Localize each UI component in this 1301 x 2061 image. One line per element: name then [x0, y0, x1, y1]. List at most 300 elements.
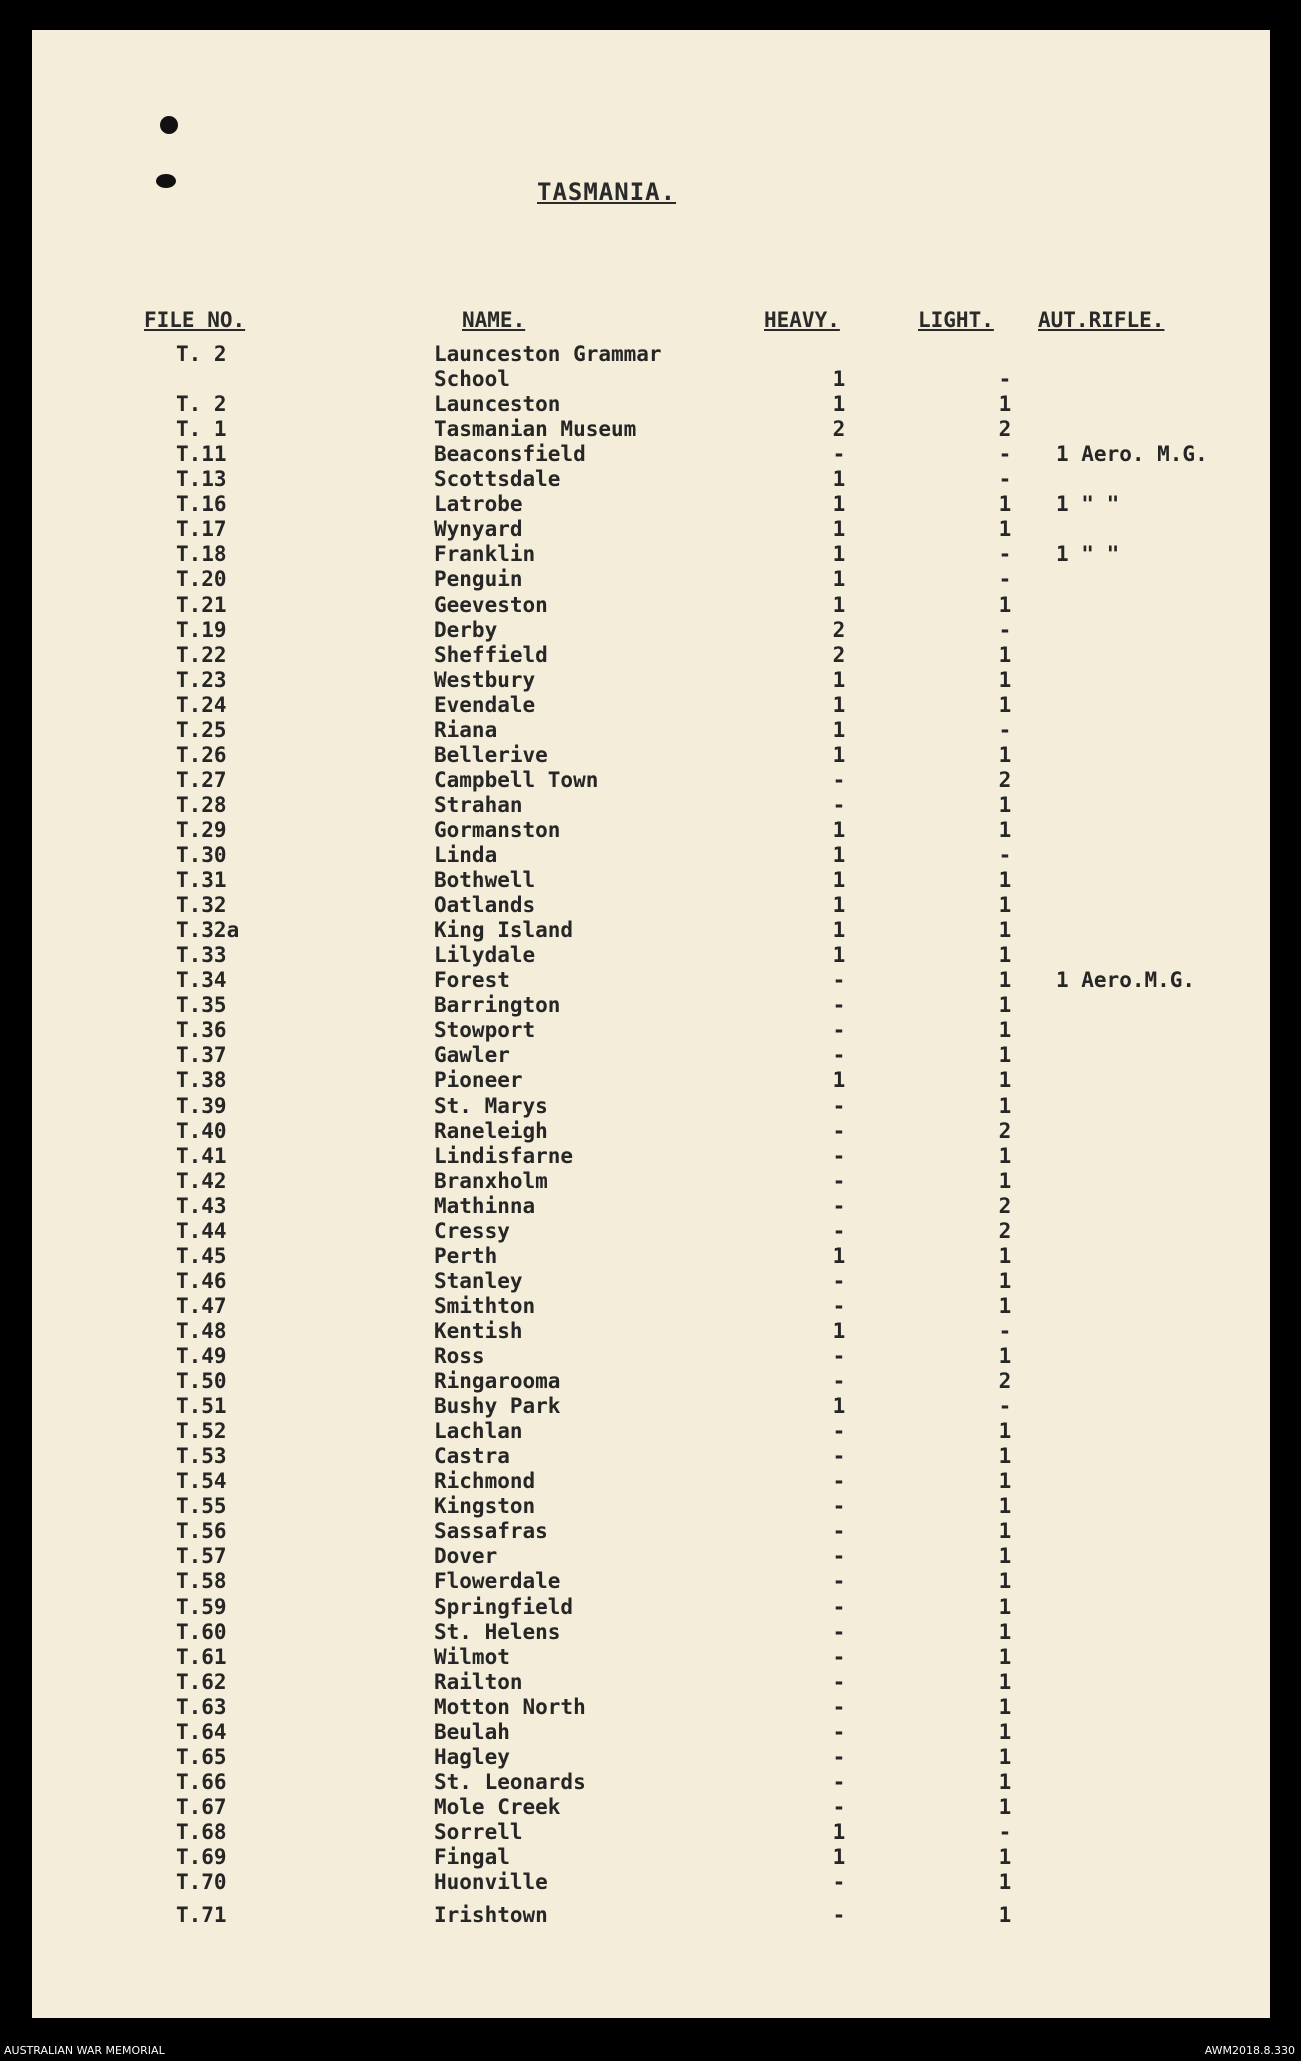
- light-count: -: [998, 1819, 1012, 1844]
- light-count: 1: [998, 1769, 1012, 1794]
- light-count: -: [998, 843, 1012, 867]
- light-count: 1: [998, 868, 1012, 893]
- light-count: 1: [998, 1168, 1012, 1193]
- light-count: -: [998, 367, 1012, 392]
- place-name: Raneleigh: [434, 1118, 548, 1143]
- place-name: Latrobe: [434, 492, 523, 517]
- place-name: Kingston: [434, 1494, 536, 1519]
- heavy-count: -: [832, 1644, 846, 1669]
- place-name: Pioneer: [434, 1068, 523, 1093]
- place-name: Branxholm: [434, 1168, 548, 1193]
- heavy-count: 1: [832, 392, 846, 417]
- place-name: Railton: [434, 1669, 523, 1694]
- table-row: [32, 1144, 1270, 1169]
- file-number: T.21: [176, 592, 227, 617]
- file-number: T.42: [176, 1168, 227, 1193]
- place-name: Derby: [434, 617, 498, 642]
- heavy-count: -: [832, 1594, 846, 1619]
- table-row: [32, 1119, 1270, 1144]
- light-count: -: [998, 1318, 1012, 1343]
- file-number: T.18: [176, 542, 227, 567]
- table-row: [32, 1294, 1270, 1319]
- file-number: T.53: [176, 1444, 227, 1469]
- table-row: [32, 1820, 1270, 1845]
- file-number: T.63: [176, 1694, 227, 1719]
- light-count: 1: [998, 1519, 1012, 1544]
- file-number: T.24: [176, 692, 227, 717]
- column-header-name: NAME.: [462, 308, 526, 332]
- heavy-count: -: [832, 1544, 846, 1569]
- light-count: 1: [998, 1469, 1012, 1494]
- file-number: T.50: [176, 1369, 227, 1394]
- place-name: Irishtown: [434, 1903, 548, 1928]
- file-number: T.46: [176, 1268, 227, 1293]
- place-name: Launceston: [434, 392, 561, 417]
- light-count: -: [998, 467, 1012, 492]
- table-row: [32, 1569, 1270, 1594]
- table-row: [32, 1903, 1270, 1928]
- table-row: [32, 1745, 1270, 1770]
- light-count: 1: [998, 1243, 1012, 1268]
- heavy-count: 1: [832, 1068, 846, 1093]
- file-number: T. 2: [176, 392, 227, 417]
- light-count: 1: [998, 392, 1012, 417]
- table-row: [32, 1269, 1270, 1294]
- place-name: Hagley: [434, 1744, 510, 1769]
- place-name: Bothwell: [434, 868, 536, 893]
- place-name: St. Helens: [434, 1619, 561, 1644]
- heavy-count: 2: [832, 417, 846, 442]
- table-row: [32, 818, 1270, 843]
- light-count: 1: [998, 1268, 1012, 1293]
- place-name: Beulah: [434, 1719, 510, 1744]
- place-name: Evendale: [434, 692, 536, 717]
- table-row: [32, 1544, 1270, 1569]
- light-count: 1: [998, 993, 1012, 1018]
- table-row: [32, 1094, 1270, 1119]
- light-count: 2: [998, 767, 1012, 792]
- place-name: Forest: [434, 968, 510, 993]
- place-name: Scottsdale: [434, 467, 561, 492]
- place-name: Wilmot: [434, 1644, 510, 1669]
- heavy-count: 1: [832, 1243, 846, 1268]
- heavy-count: 1: [832, 467, 846, 492]
- table-row: [32, 567, 1270, 592]
- aut-rifle-note: 1 Aero.M.G.: [1056, 968, 1196, 993]
- place-name: St. Leonards: [434, 1769, 586, 1794]
- heavy-count: 1: [832, 717, 846, 742]
- place-name: Oatlands: [434, 893, 536, 918]
- table-row: [32, 1219, 1270, 1244]
- light-count: 2: [998, 417, 1012, 442]
- table-row: [32, 342, 1270, 367]
- light-count: 2: [998, 1369, 1012, 1394]
- table-row: [32, 1194, 1270, 1219]
- heavy-count: 1: [832, 367, 846, 392]
- heavy-count: -: [832, 1369, 846, 1394]
- file-number: T.17: [176, 517, 227, 542]
- heavy-count: -: [832, 1093, 846, 1118]
- heavy-count: -: [832, 1444, 846, 1469]
- file-number: T.61: [176, 1644, 227, 1669]
- light-count: 1: [998, 1569, 1012, 1594]
- heavy-count: 1: [832, 817, 846, 842]
- light-count: 1: [998, 968, 1012, 993]
- heavy-count: -: [832, 1519, 846, 1544]
- place-name: Lachlan: [434, 1419, 523, 1444]
- heavy-count: -: [832, 1494, 846, 1519]
- light-count: 1: [998, 792, 1012, 817]
- heavy-count: -: [832, 1419, 846, 1444]
- heavy-count: -: [832, 792, 846, 817]
- light-count: 1: [998, 1068, 1012, 1093]
- place-name: Bushy Park: [434, 1394, 561, 1419]
- table-row: [32, 1519, 1270, 1544]
- file-number: T.65: [176, 1744, 227, 1769]
- light-count: 2: [998, 1193, 1012, 1218]
- aut-rifle-note: 1 Aero. M.G.: [1056, 442, 1208, 467]
- place-name: School: [434, 367, 510, 392]
- file-number: T.70: [176, 1870, 227, 1895]
- table-row: [32, 1369, 1270, 1394]
- light-count: 1: [998, 1903, 1012, 1928]
- place-name: Wynyard: [434, 517, 523, 542]
- place-name: Franklin: [434, 542, 536, 567]
- file-number: T.38: [176, 1068, 227, 1093]
- place-name: Motton North: [434, 1694, 586, 1719]
- table-row: [32, 517, 1270, 542]
- file-number: T.11: [176, 442, 227, 467]
- light-count: 1: [998, 1870, 1012, 1895]
- place-name: Cressy: [434, 1218, 510, 1243]
- heavy-count: 1: [832, 592, 846, 617]
- file-number: T.27: [176, 767, 227, 792]
- table-row: [32, 668, 1270, 693]
- place-name: Ringarooma: [434, 1369, 561, 1394]
- place-name: Perth: [434, 1243, 498, 1268]
- file-number: T.37: [176, 1043, 227, 1068]
- heavy-count: 1: [832, 567, 846, 592]
- file-number: T.16: [176, 492, 227, 517]
- place-name: Gawler: [434, 1043, 510, 1068]
- file-number: T.49: [176, 1344, 227, 1368]
- place-name: Sheffield: [434, 642, 548, 667]
- light-count: 1: [998, 1494, 1012, 1519]
- table-row: [32, 618, 1270, 643]
- light-count: 1: [998, 1544, 1012, 1569]
- place-name: Gormanston: [434, 817, 561, 842]
- heavy-count: -: [832, 1769, 846, 1794]
- place-name: Ross: [434, 1344, 485, 1368]
- file-number: T.25: [176, 717, 227, 742]
- aut-rifle-note: 1 " ": [1056, 492, 1120, 517]
- table-row: [32, 442, 1270, 467]
- place-name: Sassafras: [434, 1519, 548, 1544]
- table-row: [32, 467, 1270, 492]
- place-name: Lilydale: [434, 943, 536, 968]
- table-row: [32, 868, 1270, 893]
- place-name: Riana: [434, 717, 498, 742]
- heavy-count: -: [832, 1744, 846, 1769]
- file-number: T.31: [176, 868, 227, 893]
- place-name: Mathinna: [434, 1193, 536, 1218]
- heavy-count: 1: [832, 1819, 846, 1844]
- heavy-count: -: [832, 1669, 846, 1694]
- file-number: T.19: [176, 617, 227, 642]
- heavy-count: 1: [832, 517, 846, 542]
- file-number: T.59: [176, 1594, 227, 1619]
- file-number: T.48: [176, 1318, 227, 1343]
- place-name: Fingal: [434, 1845, 510, 1869]
- table-row: [32, 1770, 1270, 1795]
- file-number: T.20: [176, 567, 227, 592]
- light-count: 1: [998, 692, 1012, 717]
- light-count: 1: [998, 1018, 1012, 1043]
- light-count: 1: [998, 1719, 1012, 1744]
- file-number: T.45: [176, 1243, 227, 1268]
- table-row: [32, 843, 1270, 868]
- heavy-count: -: [832, 442, 846, 467]
- heavy-count: -: [832, 1043, 846, 1068]
- light-count: 1: [998, 817, 1012, 842]
- heavy-count: -: [832, 968, 846, 993]
- light-count: 2: [998, 1218, 1012, 1243]
- light-count: 1: [998, 742, 1012, 767]
- punch-holes: [150, 116, 190, 196]
- table-row: [32, 1494, 1270, 1519]
- light-count: 1: [998, 893, 1012, 918]
- file-number: T.62: [176, 1669, 227, 1694]
- heavy-count: -: [832, 993, 846, 1018]
- place-name: Launceston Grammar: [434, 342, 662, 366]
- file-number: T.60: [176, 1619, 227, 1644]
- light-count: -: [998, 542, 1012, 567]
- place-name: Stowport: [434, 1018, 536, 1043]
- heavy-count: 1: [832, 868, 846, 893]
- table-row: [32, 1795, 1270, 1820]
- place-name: Beaconsfield: [434, 442, 586, 467]
- heavy-count: -: [832, 1143, 846, 1168]
- file-number: T.32a: [176, 918, 240, 943]
- light-count: 1: [998, 1444, 1012, 1469]
- place-name: Castra: [434, 1444, 510, 1469]
- heavy-count: 1: [832, 492, 846, 517]
- light-count: -: [998, 567, 1012, 592]
- file-number: T.66: [176, 1769, 227, 1794]
- heavy-count: -: [832, 1619, 846, 1644]
- light-count: -: [998, 442, 1012, 467]
- place-name: Dover: [434, 1544, 498, 1569]
- place-name: Stanley: [434, 1268, 523, 1293]
- file-number: T.33: [176, 943, 227, 968]
- light-count: 1: [998, 1344, 1012, 1368]
- place-name: St. Marys: [434, 1093, 548, 1118]
- heavy-count: -: [832, 1719, 846, 1744]
- column-header-light: LIGHT.: [918, 308, 994, 332]
- heavy-count: 1: [832, 1845, 846, 1869]
- heavy-count: 1: [832, 918, 846, 943]
- place-name: Geeveston: [434, 592, 548, 617]
- place-name: King Island: [434, 918, 574, 943]
- place-name: Tasmanian Museum: [434, 417, 637, 442]
- light-count: 1: [998, 1669, 1012, 1694]
- file-number: T.28: [176, 792, 227, 817]
- heavy-count: 1: [832, 943, 846, 968]
- file-number: T.54: [176, 1469, 227, 1494]
- table-row: [32, 1595, 1270, 1620]
- table-row: [32, 1469, 1270, 1494]
- table-row: [32, 1169, 1270, 1194]
- table-row: [32, 417, 1270, 442]
- light-count: 1: [998, 1594, 1012, 1619]
- table-row: [32, 367, 1270, 392]
- table-row: [32, 793, 1270, 818]
- file-number: T. 2: [176, 342, 227, 366]
- light-count: 1: [998, 592, 1012, 617]
- light-count: 1: [998, 1143, 1012, 1168]
- place-name: Kentish: [434, 1318, 523, 1343]
- light-count: -: [998, 617, 1012, 642]
- place-name: Linda: [434, 843, 498, 867]
- place-name: Springfield: [434, 1594, 574, 1619]
- file-number: T.26: [176, 742, 227, 767]
- file-number: T.55: [176, 1494, 227, 1519]
- file-number: T.32: [176, 893, 227, 918]
- light-count: 1: [998, 918, 1012, 943]
- table-row: [32, 993, 1270, 1018]
- heavy-count: -: [832, 1118, 846, 1143]
- file-number: T.68: [176, 1819, 227, 1844]
- file-number: T.57: [176, 1544, 227, 1569]
- light-count: 1: [998, 1093, 1012, 1118]
- column-header-aut-rifle: AUT.RIFLE.: [1038, 308, 1165, 332]
- file-number: T.39: [176, 1093, 227, 1118]
- heavy-count: -: [832, 1569, 846, 1594]
- file-number: T.43: [176, 1193, 227, 1218]
- place-name: Sorrell: [434, 1819, 523, 1844]
- heavy-count: -: [832, 1268, 846, 1293]
- table-row: [32, 1620, 1270, 1645]
- heavy-count: -: [832, 1870, 846, 1895]
- place-name: Bellerive: [434, 742, 548, 767]
- file-number: T.29: [176, 817, 227, 842]
- footer-credit: AUSTRALIAN WAR MEMORIAL: [4, 2044, 165, 2057]
- light-count: -: [998, 717, 1012, 742]
- light-count: 1: [998, 1694, 1012, 1719]
- table-row: [32, 768, 1270, 793]
- light-count: 1: [998, 1043, 1012, 1068]
- file-number: T.40: [176, 1118, 227, 1143]
- place-name: Huonville: [434, 1870, 548, 1895]
- file-number: T.51: [176, 1394, 227, 1419]
- file-number: T.69: [176, 1845, 227, 1869]
- table-row: [32, 918, 1270, 943]
- file-number: T.52: [176, 1419, 227, 1444]
- table-row: [32, 943, 1270, 968]
- place-name: Lindisfarne: [434, 1143, 574, 1168]
- file-number: T.56: [176, 1519, 227, 1544]
- light-count: 1: [998, 1744, 1012, 1769]
- heavy-count: 1: [832, 667, 846, 692]
- light-count: 1: [998, 1419, 1012, 1444]
- light-count: 1: [998, 492, 1012, 517]
- table-row: [32, 1068, 1270, 1093]
- heavy-count: -: [832, 1794, 846, 1819]
- place-name: Penguin: [434, 567, 523, 592]
- file-number: T.13: [176, 467, 227, 492]
- file-number: T.30: [176, 843, 227, 867]
- table-row: [32, 1043, 1270, 1068]
- light-count: 1: [998, 943, 1012, 968]
- light-count: 1: [998, 517, 1012, 542]
- table-row: [32, 1870, 1270, 1895]
- file-number: T.64: [176, 1719, 227, 1744]
- table-row: [32, 743, 1270, 768]
- heavy-count: -: [832, 1903, 846, 1928]
- aut-rifle-note: 1 " ": [1056, 542, 1120, 567]
- table-row: [32, 1319, 1270, 1344]
- heavy-count: -: [832, 1193, 846, 1218]
- place-name: Strahan: [434, 792, 523, 817]
- file-number: T.36: [176, 1018, 227, 1043]
- footer-accession-number: AWM2018.8.330: [1204, 2044, 1295, 2057]
- table-row: [32, 968, 1270, 993]
- heavy-count: 1: [832, 1394, 846, 1419]
- table-row: [32, 1845, 1270, 1870]
- file-number: T.35: [176, 993, 227, 1018]
- place-name: Smithton: [434, 1293, 536, 1318]
- table-row: [32, 492, 1270, 517]
- heavy-count: -: [832, 1344, 846, 1368]
- table-row: [32, 542, 1270, 567]
- file-number: T.71: [176, 1903, 227, 1928]
- place-name: Westbury: [434, 667, 536, 692]
- light-count: -: [998, 1394, 1012, 1419]
- document-title: TASMANIA.: [537, 178, 677, 206]
- heavy-count: 2: [832, 617, 846, 642]
- heavy-count: -: [832, 1293, 846, 1318]
- document-page: [32, 30, 1270, 2018]
- place-name: Richmond: [434, 1469, 536, 1494]
- heavy-count: 1: [832, 1318, 846, 1343]
- heavy-count: 1: [832, 692, 846, 717]
- table-row: [32, 893, 1270, 918]
- heavy-count: -: [832, 1469, 846, 1494]
- table-row: [32, 1344, 1270, 1369]
- table-row: [32, 1444, 1270, 1469]
- file-number: T.67: [176, 1794, 227, 1819]
- table-row: [32, 693, 1270, 718]
- table-row: [32, 1018, 1270, 1043]
- place-name: Mole Creek: [434, 1794, 561, 1819]
- heavy-count: -: [832, 1694, 846, 1719]
- light-count: 1: [998, 1845, 1012, 1869]
- heavy-count: 1: [832, 542, 846, 567]
- file-number: T.34: [176, 968, 227, 993]
- table-row: [32, 1695, 1270, 1720]
- table-row: [32, 1645, 1270, 1670]
- heavy-count: 1: [832, 893, 846, 918]
- file-number: T.58: [176, 1569, 227, 1594]
- file-number: T.44: [176, 1218, 227, 1243]
- heavy-count: 1: [832, 742, 846, 767]
- heavy-count: -: [832, 1218, 846, 1243]
- light-count: 1: [998, 1293, 1012, 1318]
- heavy-count: -: [832, 767, 846, 792]
- heavy-count: -: [832, 1018, 846, 1043]
- table-row: [32, 1244, 1270, 1269]
- table-row: [32, 392, 1270, 417]
